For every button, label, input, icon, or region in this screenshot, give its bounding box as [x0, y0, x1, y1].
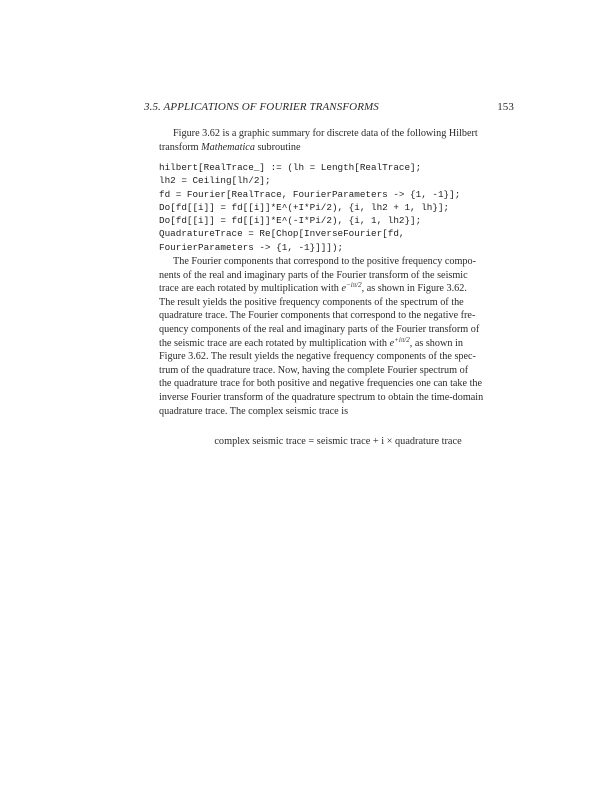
code-block: [159, 161, 519, 254]
intro-line-1: Figure 3.62 is a graphic summary for discrete data of the following Hilbert: [173, 128, 478, 139]
exp-power: −iπ/2: [345, 282, 362, 290]
code-line: Do[fd[[i]] = fd[[i]]*E^(-I*Pi/2), {i, 1, lh2}];: [159, 215, 422, 227]
intro-prefix: transform: [159, 141, 202, 153]
running-header: [144, 101, 514, 115]
body-text: , as shown in: [409, 337, 463, 349]
code-line: fd = Fourier[RealTrace, FourierParameters -> {1, -1}];: [159, 188, 461, 200]
complex-trace-equation: complex seismic trace = seismic trace + i × quadrature trace: [214, 436, 462, 447]
body-line: The Fourier components that correspond to the positive frequency compo-: [173, 256, 476, 267]
body-line: quency components of the real and imaginary parts of the Fourier transform of: [159, 323, 480, 335]
code-line: FourierParameters -> {1, -1}]]]);: [159, 241, 344, 253]
body-line: The result yields the positive frequency components of the spectrum of the: [159, 296, 464, 308]
code-line: lh2 = Ceiling[lh/2];: [159, 175, 271, 187]
code-line: QuadratureTrace = Re[Chop[InverseFourier[fd,: [159, 228, 405, 240]
body-line: the quadrature trace for both positive and negative frequencies one can take the: [159, 378, 483, 390]
body-text: the seismic trace are each rotated by multiplication with: [159, 337, 390, 349]
code-line: Do[fd[[i]] = fd[[i]]*E^(+I*Pi/2), {i, lh2 + 1, lh}];: [159, 201, 450, 213]
body-line: quadrature trace. The complex seismic trace is: [159, 405, 349, 417]
body-text: , as shown in Figure 3.62.: [361, 283, 467, 295]
exp-power: +iπ/2: [394, 336, 410, 344]
body-line: trum of the quadrature trace. Now, having the complete Fourier spectrum of: [159, 364, 469, 376]
body-line: [159, 337, 516, 351]
body-line: Figure 3.62. The result yields the negative frequency components of the spec-: [159, 351, 476, 363]
intro-line-2: [159, 141, 516, 155]
mathematica-word: Mathematica: [201, 141, 255, 153]
exp-base: e: [341, 283, 346, 295]
intro-suffix: subroutine: [254, 141, 301, 153]
intro-paragraph: [159, 127, 516, 154]
page-number: 153: [497, 101, 514, 113]
body-line: inverse Fourier transform of the quadrature spectrum to obtain the time-domain: [159, 391, 484, 403]
body-line: quadrature trace. The Fourier components that correspond to the negative fre-: [159, 310, 476, 322]
body-line: [159, 282, 516, 296]
body-text: trace are each rotated by multiplication with: [159, 283, 342, 295]
body-line: nents of the real and imaginary parts of the Fourier transform of the seismic: [159, 269, 468, 281]
body-paragraph: [159, 255, 516, 418]
running-title: 3.5. APPLICATIONS OF FOURIER TRANSFORMS: [144, 101, 379, 113]
exp-base: e: [389, 337, 395, 349]
code-line: hilbert[RealTrace_] := (lh = Length[RealTrace];: [159, 162, 422, 173]
